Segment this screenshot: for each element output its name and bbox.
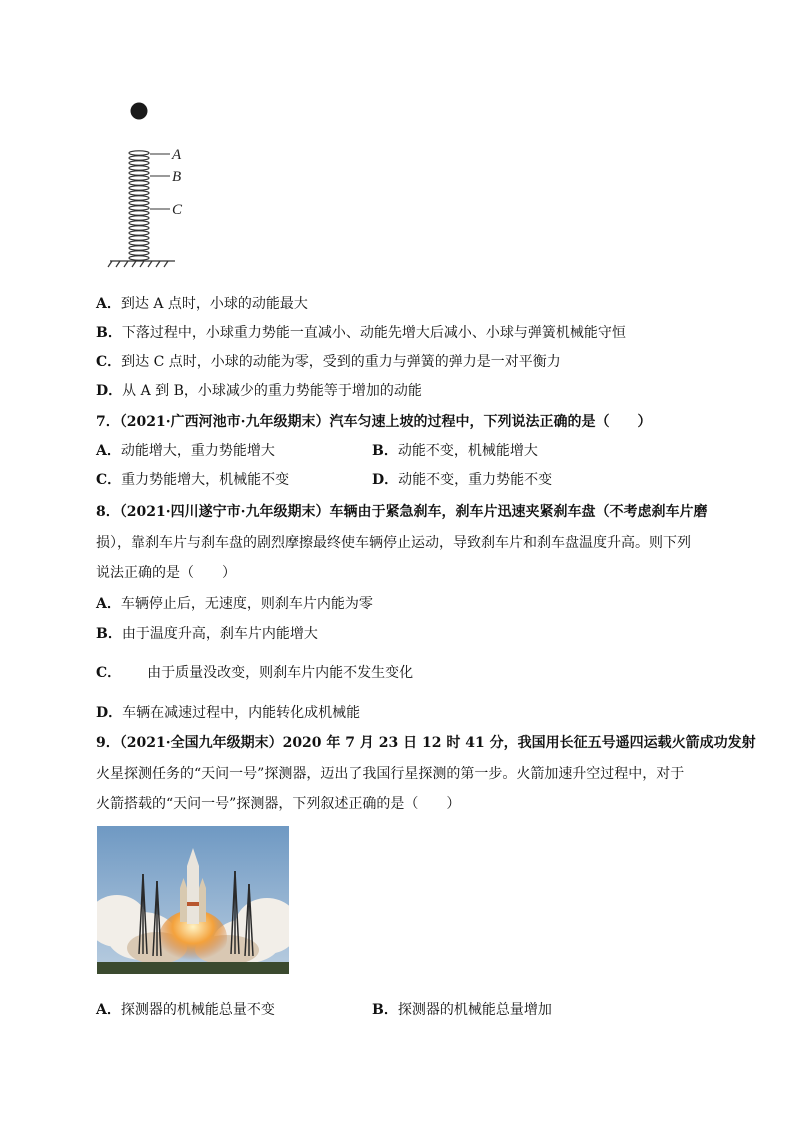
rocket-launch-photo (97, 826, 289, 974)
q7-option-c: C．重力势能增大，机械能不变 (96, 472, 290, 488)
marker-c-label: C (172, 202, 183, 218)
q8-stem-line-3: 说法正确的是（ ） (96, 565, 236, 581)
q6-option-d: D．从 A 到 B，小球减少的重力势能等于增加的动能 (96, 383, 422, 399)
q9-option-a: A．探测器的机械能总量不变 (96, 1002, 275, 1018)
q7-stem: 7．（2021·广西河池市·九年级期末）汽车匀速上坡的过程中，下列说法正确的是（ ） (96, 414, 652, 430)
q8-option-b: B．由于温度升高，刹车片内能增大 (96, 626, 318, 642)
q8-option-c: C． 由于质量没改变，则刹车片内能不发生变化 (96, 665, 414, 681)
ball (131, 103, 148, 120)
q9-stem-line-1: 9．（2021·全国九年级期末）2020 年 7 月 23 日 12 时 41 分，我国用长征五号遥四运载火箭成功发射 (96, 735, 756, 751)
q6-option-b: B．下落过程中，小球重力势能一直减小、动能先增大后减小、小球与弹簧机械能守恒 (96, 325, 626, 341)
q9-option-b: B．探测器的机械能总量增加 (372, 1002, 552, 1018)
q9-stem-line-2: 火星探测任务的“天问一号”探测器，迈出了我国行星探测的第一步。火箭加速升空过程中，对于 (96, 766, 685, 782)
q8-stem-line-2: 损），靠刹车片与刹车盘的剧烈摩擦最终使车辆停止运动，导致刹车片和刹车盘温度升高。则下列 (96, 535, 691, 551)
q7-option-b: B．动能不变，机械能增大 (372, 443, 538, 459)
q8-option-a: A．车辆停止后，无速度，则刹车片内能为零 (96, 596, 373, 612)
marker-a-label: A (172, 147, 182, 163)
q8-option-d: D．车辆在减速过程中，内能转化成机械能 (96, 705, 361, 721)
q7-option-d: D．动能不变，重力势能不变 (372, 472, 553, 488)
marker-b-label: B (172, 169, 182, 185)
q8-stem-line-1: 8．（2021·四川遂宁市·九年级期末）车辆由于紧急刹车，刹车片迅速夹紧刹车盘（不考虑刹车片磨 (96, 504, 708, 520)
q6-option-a: A．到达 A 点时，小球的动能最大 (96, 296, 308, 312)
ground (108, 261, 175, 267)
q9-stem-line-3: 火箭搭载的“天问一号”探测器，下列叙述正确的是（ ） (96, 796, 461, 812)
q6-option-c: C．到达 C 点时，小球的动能为零，受到的重力与弹簧的弹力是一对平衡力 (96, 354, 561, 370)
q7-option-a: A．动能增大，重力势能增大 (96, 443, 275, 459)
spring-coils (129, 151, 149, 260)
spring-ball-figure (100, 96, 200, 271)
